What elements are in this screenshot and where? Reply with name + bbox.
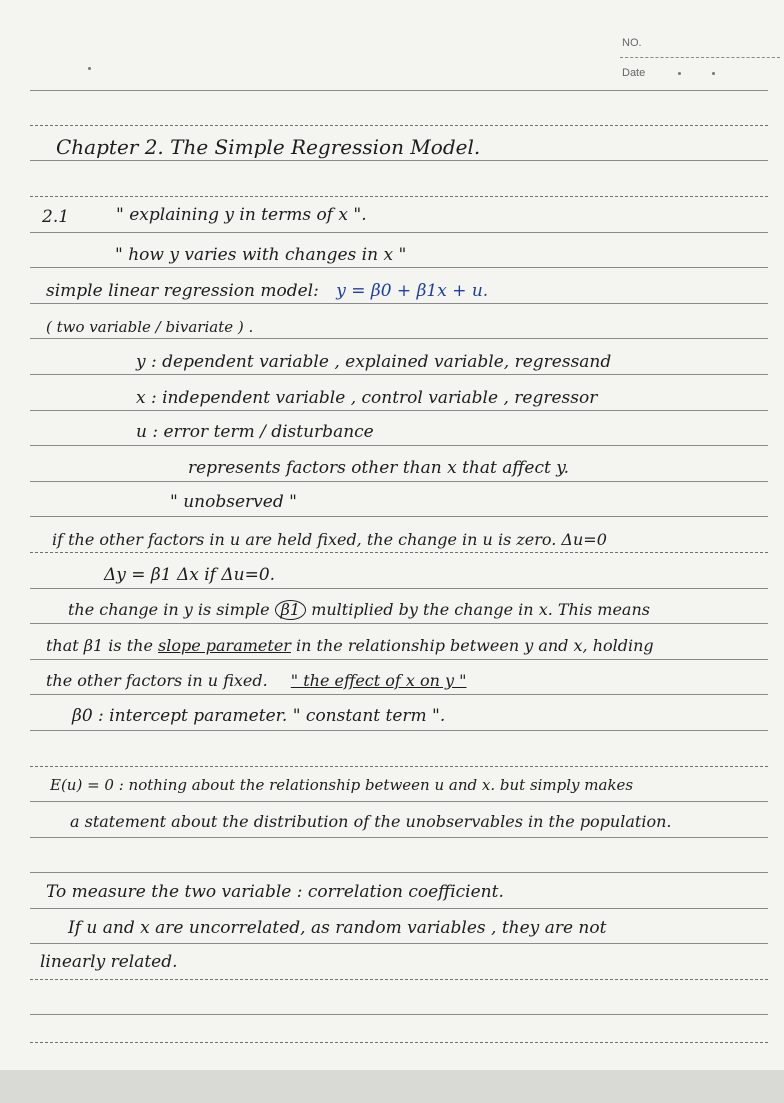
ruled-line bbox=[30, 837, 768, 838]
ruled-line bbox=[30, 979, 768, 980]
ruled-line bbox=[30, 694, 768, 695]
note-line: u : error term / disturbance bbox=[136, 422, 374, 442]
note-line: represents factors other than x that affect y. bbox=[188, 458, 569, 478]
underlined-term: " the effect of x on y " bbox=[290, 671, 467, 690]
note-text: the change in y is simple bbox=[68, 600, 270, 619]
note-line: " how y varies with changes in x " bbox=[115, 245, 407, 265]
page-mark-dot bbox=[88, 67, 91, 70]
ruled-line bbox=[30, 516, 768, 517]
note-line bbox=[46, 671, 467, 691]
ruled-line bbox=[30, 410, 768, 411]
note-line: " unobserved " bbox=[170, 492, 297, 512]
ruled-line bbox=[30, 730, 768, 731]
ruled-line bbox=[30, 267, 768, 268]
ruled-line bbox=[30, 659, 768, 660]
circled-beta: β1 bbox=[275, 600, 306, 620]
note-line: E(u) = 0 : nothing about the relationship between u and x. but simply makes bbox=[50, 776, 634, 794]
ruled-line bbox=[30, 90, 768, 91]
ruled-line bbox=[30, 766, 768, 767]
underlined-term: slope parameter bbox=[158, 636, 291, 655]
note-line: If u and x are uncorrelated, as random variables , they are not bbox=[68, 918, 607, 938]
ruled-line bbox=[30, 623, 768, 624]
ruled-line bbox=[30, 196, 768, 197]
note-text: that β1 is the bbox=[46, 636, 153, 655]
ruled-line bbox=[30, 445, 768, 446]
ruled-line bbox=[30, 160, 768, 161]
ruled-line bbox=[30, 908, 768, 909]
scan-bottom-edge bbox=[0, 1070, 784, 1103]
date-dot bbox=[712, 72, 715, 75]
note-line: x : independent variable , control variable , regressor bbox=[136, 388, 598, 408]
note-line bbox=[68, 600, 650, 620]
ruled-line bbox=[30, 481, 768, 482]
no-field-line bbox=[620, 57, 780, 58]
ruled-line bbox=[30, 943, 768, 944]
note-line: Δy = β1 Δx if Δu=0. bbox=[104, 565, 276, 585]
ruled-line bbox=[30, 232, 768, 233]
note-line: ( two variable / bivariate ) . bbox=[46, 318, 254, 336]
note-text: multiplied by the change in x. This means bbox=[311, 600, 650, 619]
note-line bbox=[46, 636, 654, 656]
note-line: To measure the two variable : correlation coefficient. bbox=[46, 882, 504, 902]
note-line: linearly related. bbox=[40, 952, 178, 972]
ruled-line bbox=[30, 303, 768, 304]
section-number: 2.1 bbox=[42, 207, 70, 227]
note-line bbox=[46, 281, 488, 301]
ruled-line bbox=[30, 1014, 768, 1015]
note-line: β0 : intercept parameter. " constant term ". bbox=[72, 706, 446, 726]
note-text: in the relationship between y and x, holding bbox=[296, 636, 654, 655]
ruled-line bbox=[30, 588, 768, 589]
model-equation: y = β0 + β1x + u. bbox=[336, 281, 489, 301]
ruled-line bbox=[30, 374, 768, 375]
note-text: the other factors in u fixed. bbox=[46, 671, 268, 690]
ruled-line bbox=[30, 1042, 768, 1043]
no-label: NO. bbox=[622, 37, 642, 49]
ruled-line bbox=[30, 872, 768, 873]
note-line: " explaining y in terms of x ". bbox=[116, 205, 367, 225]
ruled-line bbox=[30, 125, 768, 126]
note-line: y : dependent variable , explained variable, regressand bbox=[136, 352, 612, 372]
note-line: if the other factors in u are held fixed, the change in u is zero. Δu=0 bbox=[52, 530, 607, 549]
note-text: simple linear regression model: bbox=[46, 281, 319, 301]
date-dot bbox=[678, 72, 681, 75]
note-line: a statement about the distribution of the unobservables in the population. bbox=[70, 812, 672, 831]
ruled-line bbox=[30, 338, 768, 339]
ruled-line bbox=[30, 801, 768, 802]
ruled-line bbox=[30, 552, 768, 553]
date-label: Date bbox=[622, 67, 646, 79]
chapter-title: Chapter 2. The Simple Regression Model. bbox=[56, 135, 481, 159]
